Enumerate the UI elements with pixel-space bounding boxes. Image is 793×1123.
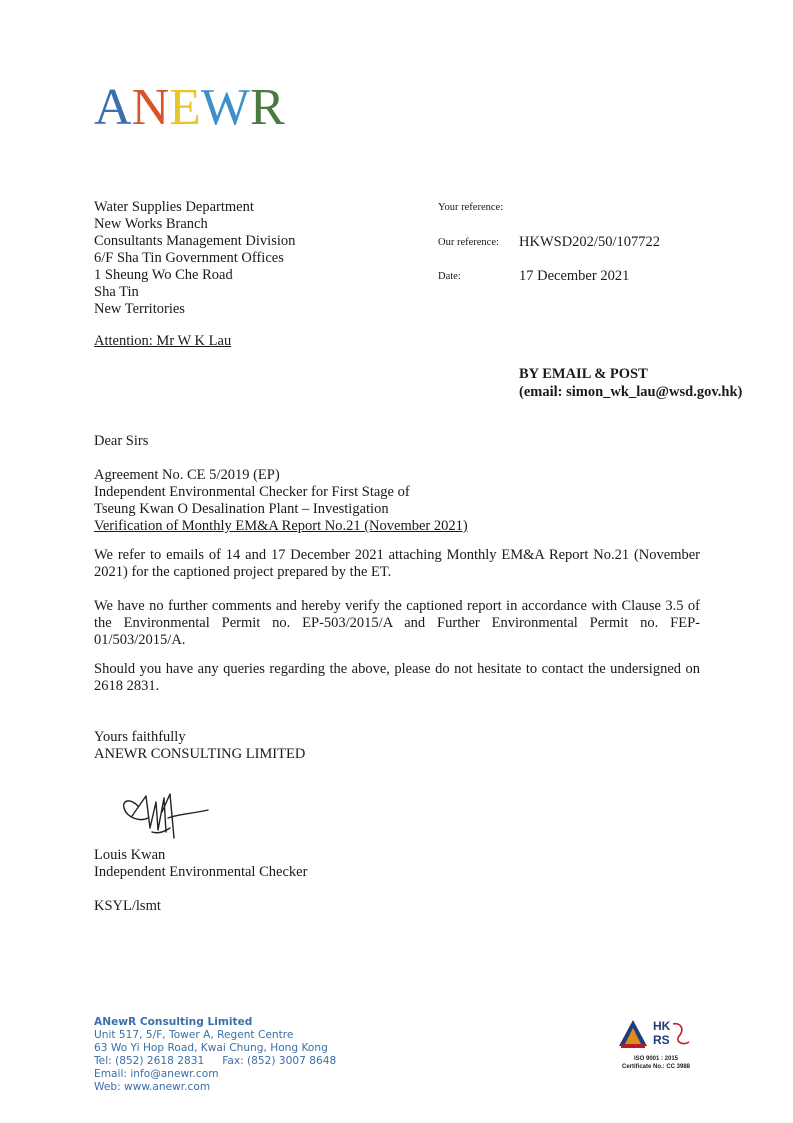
date-value: 17 December 2021	[519, 268, 630, 284]
address-line: Water Supplies Department	[94, 199, 254, 215]
address-line: New Works Branch	[94, 216, 208, 232]
body-paragraph: We refer to emails of 14 and 17 December 2021 attaching Monthly EM&A Report No.21 (November 2021) for the captioned project prepared by the ET.	[94, 547, 700, 580]
footer-fax: Fax: (852) 3007 8648	[222, 1055, 337, 1067]
subject-title: Verification of Monthly EM&A Report No.21 (November 2021)	[94, 518, 468, 534]
logo-letter: A	[94, 79, 132, 136]
subject-line: Agreement No. CE 5/2019 (EP)	[94, 467, 280, 483]
our-reference-value: HKWSD202/50/107722	[519, 234, 660, 250]
subject-line: Tseung Kwan O Desalination Plant – Investigation	[94, 501, 389, 517]
delivery-email: (email: simon_wk_lau@wsd.gov.hk)	[519, 384, 743, 400]
logo-letter: N	[131, 79, 170, 136]
subject-line: Independent Environmental Checker for First Stage of	[94, 484, 410, 500]
address-line: 6/F Sha Tin Government Offices	[94, 250, 284, 266]
svg-text:HK: HK	[653, 1019, 671, 1033]
delivery-method: BY EMAIL & POST	[519, 366, 648, 382]
footer-phone-row	[94, 1055, 336, 1068]
signatory-name: Louis Kwan	[94, 847, 166, 863]
footer-email[interactable]: Email: info@anewr.com	[94, 1068, 219, 1080]
certification-block	[611, 1016, 701, 1071]
salutation: Dear Sirs	[94, 433, 149, 449]
address-line: New Territories	[94, 301, 185, 317]
footer-web[interactable]: Web: www.anewr.com	[94, 1081, 211, 1093]
closing-line: Yours faithfully	[94, 729, 186, 745]
certification-logo-icon	[611, 1016, 701, 1050]
closing-company: ANEWR CONSULTING LIMITED	[94, 746, 306, 762]
reference-initials: KSYL/lsmt	[94, 898, 161, 914]
footer-address-line: 63 Wo Yi Hop Road, Kwai Chung, Hong Kong	[94, 1042, 328, 1054]
subject-block	[94, 467, 700, 535]
recipient-address	[94, 199, 295, 318]
footer-address-line: Unit 517, 5/F, Tower A, Regent Centre	[94, 1029, 294, 1041]
logo-letter: E	[169, 79, 201, 136]
date-label: Date:	[438, 271, 461, 282]
svg-text:RS: RS	[653, 1033, 670, 1047]
handwritten-signature	[118, 788, 218, 844]
footer-tel: Tel: (852) 2618 2831	[94, 1055, 205, 1067]
iso-standard: ISO 9001 : 2015	[633, 1056, 679, 1062]
body-paragraph: Should you have any queries regarding the above, please do not hesitate to contact the undersigned on 2618 2831.	[94, 661, 700, 694]
footer-company: ANewR Consulting Limited	[94, 1016, 253, 1028]
attention-line: Attention: Mr W K Lau	[94, 333, 232, 349]
logo-letter: W	[200, 79, 250, 136]
footer-contact	[94, 1016, 336, 1094]
certificate-number: Certificate No.: CC 3988	[621, 1064, 691, 1070]
signatory-title: Independent Environmental Checker	[94, 864, 308, 880]
our-reference-label: Our reference:	[438, 237, 499, 248]
address-line: 1 Sheung Wo Che Road	[94, 267, 233, 283]
address-line: Consultants Management Division	[94, 233, 296, 249]
address-line: Sha Tin	[94, 284, 139, 300]
your-reference-label: Your reference:	[438, 202, 504, 213]
logo-letter: R	[249, 79, 285, 136]
body-paragraph: We have no further comments and hereby verify the captioned report in accordance with Clause 3.5 of the Environmental Permit no. EP-503/2015/A and Further Environmental Permit no. FEP-01/503/2015/A.	[94, 598, 700, 648]
company-logo	[94, 79, 285, 136]
